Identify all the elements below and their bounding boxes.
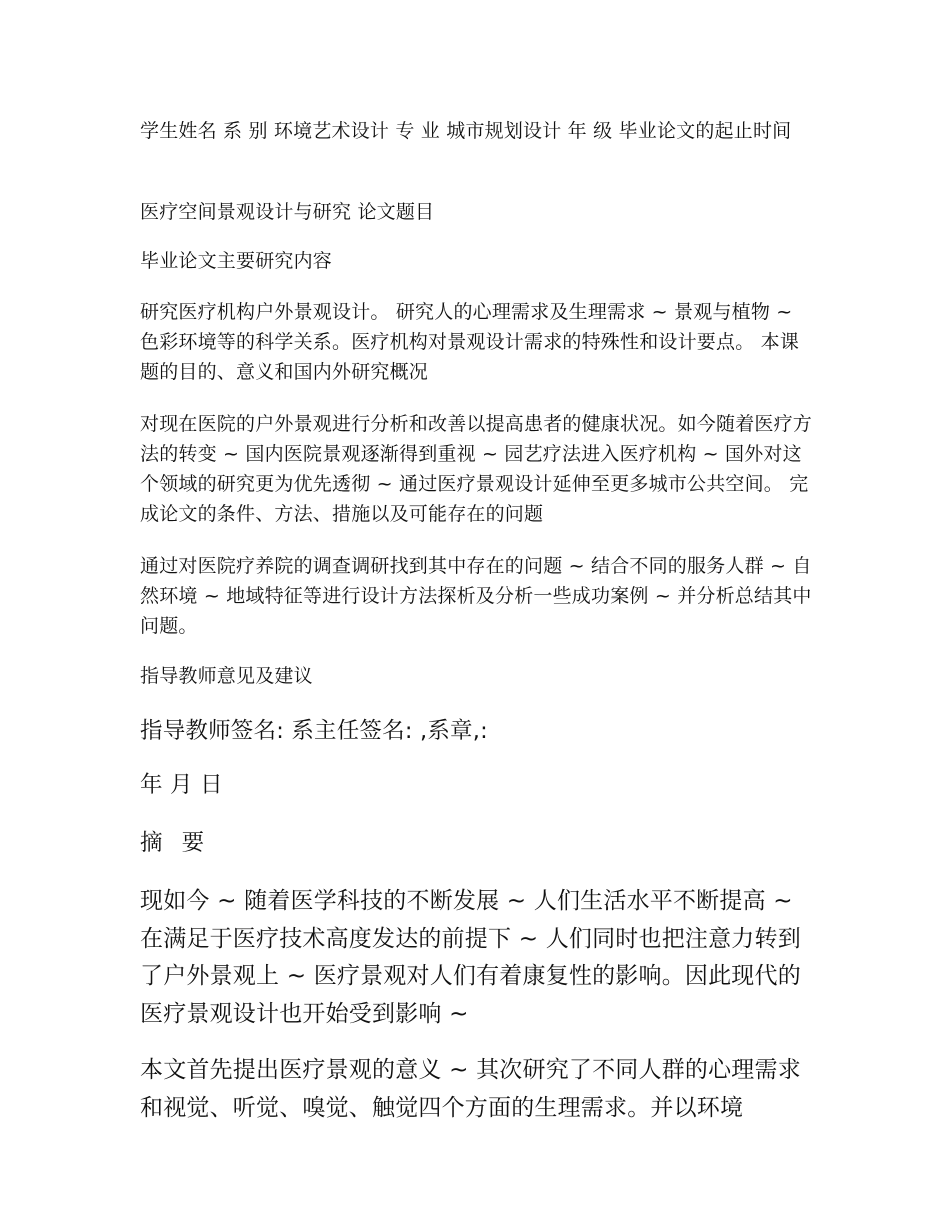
abstract-heading: 摘 要 bbox=[140, 830, 211, 856]
advisor-opinion-label: 指导教师意见及建议 bbox=[140, 665, 313, 687]
document-page bbox=[140, 0, 812, 1230]
research-method-paragraph: 通过对医院疗养院的调查调研找到其中存在的问题 ~ 结合不同的服务人群 ~ 自然环境 ~ 地域特征等进行设计方法探析及分析一些成功案例 ~ 并分析总结其中问题。 bbox=[140, 555, 812, 637]
research-purpose-paragraph: 对现在医院的户外景观进行分析和改善以提高患者的健康状况。如今随着医疗方法的转变 ~ 国内医院景观逐渐得到重视 ~ 园艺疗法进入医疗机构 ~ 国外对这个领域的研究更为优先透彻 ~ 通过医疗景观设计延伸至更多城市公共空间。 完成论文的条件、方法、措施以及可能存在的问题 bbox=[140, 413, 813, 525]
date-line: 年 月 日 bbox=[140, 772, 223, 798]
signature-line: 指导教师签名: 系主任签名: ,系章,: bbox=[140, 718, 488, 744]
research-content-heading: 毕业论文主要研究内容 bbox=[140, 250, 333, 272]
thesis-title-line: 医疗空间景观设计与研究 论文题目 bbox=[140, 201, 435, 223]
abstract-paragraph-2: 本文首先提出医疗景观的意义 ~ 其次研究了不同人群的心理需求和视觉、听觉、嗅觉、触觉四个方面的生理需求。并以环境 bbox=[140, 1057, 801, 1121]
abstract-paragraph-1: 现如今 ~ 随着医学科技的不断发展 ~ 人们生活水平不断提高 ~ 在满足于医疗技术高度发达的前提下 ~ 人们同时也把注意力转到了户外景观上 ~ 医疗景观对人们有着康复性的影响。因此现代的医疗景观设计也开始受到影响 ~ bbox=[140, 888, 801, 1027]
student-info-line: 学生姓名 系 别 环境艺术设计 专 业 城市规划设计 年 级 毕业论文的起止时间 bbox=[140, 120, 792, 142]
research-content-paragraph: 研究医疗机构户外景观设计。 研究人的心理需求及生理需求 ~ 景观与植物 ~ 色彩环境等的科学关系。医疗机构对景观设计需求的特殊性和设计要点。 本课题的目的、意义和国内外研究概况 bbox=[140, 301, 800, 383]
